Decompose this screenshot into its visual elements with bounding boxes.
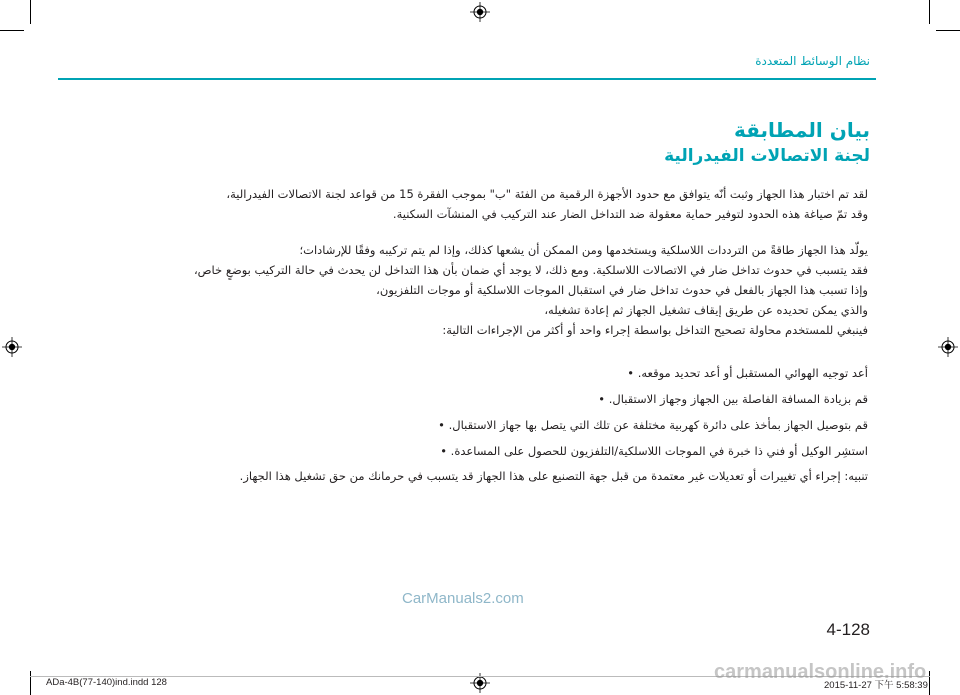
paragraph-line: وإذا تسبب هذا الجهاز بالفعل في حدوث تداخل ضار في استقبال الموجات اللاسلكية أو موجات التلفزيون، [376,283,868,297]
footer-timestamp: 2015-11-27 下午 5:58:39 [824,680,928,691]
registration-mark-icon [2,337,22,357]
crop-mark-bottom-right-v [929,671,930,695]
list-item [148,412,868,438]
header-rule [58,78,876,80]
paragraph-line: فينبغي للمستخدم محاولة تصحيح التداخل بواسطة إجراء واحد أو أكثر من الإجراءات التالية: [442,323,868,337]
list-item [148,438,868,464]
paragraph-line: لقد تم اختبار هذا الجهاز وثبت أنّه يتوافق مع حدود الأجهزة الرقمية من الفئة "ب" بموجب الفقرة 15 من قواعد لجنة الاتصالات الفيدرالية، [226,187,868,201]
list-item-text: أعد توجيه الهوائي المستقبل أو أعد تحديد موقعه. [637,366,868,380]
paragraph-interference [148,240,868,340]
list-item-text: قم بزيادة المسافة الفاصلة بين الجهاز وجهاز الاستقبال. [608,392,868,406]
registration-mark-icon [470,2,490,22]
caution-note: تنبيه: إجراء أي تغييرات أو تعديلات غير معتمدة من قبل جهة التصنيع على هذا الجهاز قد يتسبب في حرمانك من حق تشغيل هذا الجهاز. [239,469,868,483]
bullet-icon: • [598,392,609,406]
paragraph-line: فقد يتسبب في حدوث تداخل ضار في الاتصالات اللاسلكية. ومع ذلك، لا يوجد أي ضمان بأن هذا التداخل لن يحدث في حالة التركيب بوضعٍ خاص، [193,263,868,277]
paragraph-line: يولّد هذا الجهاز طاقةً من الترددات اللاسلكية ويستخدمها ومن الممكن أن يشعها كذلك، وإذا لم يتم تركيبه وفقًا للإرشادات؛ [299,243,868,257]
watermark-text: CarManuals2.com [402,590,524,607]
section-subtitle: لجنة الاتصالات الفيدرالية [664,146,870,166]
page-number: 4-128 [826,620,870,639]
paragraph-compliance [148,184,868,224]
remedy-list [148,360,868,464]
watermark-bottom-text: carmanualsonline.info [714,661,927,683]
bullet-icon: • [440,444,451,458]
paragraph-line: وقد تمّ صياغة هذه الحدود لتوفير حماية معقولة ضد التداخل الضار عند التركيب في المنشآت السكنية. [392,207,868,221]
crop-mark-top-right-v [929,0,930,24]
page-title: بيان المطابقة [733,118,870,142]
paragraph-line: والذي يمكن تحديده عن طريق إيقاف تشغيل الجهاز ثم إعادة تشغيله، [544,303,868,317]
list-item [148,386,868,412]
footer-file-name: ADa-4B(77-140)ind.indd 128 [46,677,167,688]
crop-mark-bottom-left-v [30,671,31,695]
section-header-title: نظام الوسائط المتعددة [755,54,870,68]
list-item [148,360,868,386]
crop-mark-top-left-h [0,30,24,31]
registration-mark-icon [938,337,958,357]
bullet-icon: • [438,418,449,432]
bullet-icon: • [627,366,638,380]
list-item-text: استشِر الوكيل أو فني ذا خبرة في الموجات اللاسلكية/التلفزيون للحصول على المساعدة. [450,444,868,458]
list-item-text: قم بتوصيل الجهاز بمأخذ على دائرة كهربية مختلفة عن تلك التي يتصل بها جهاز الاستقبال. [448,418,868,432]
crop-mark-top-right-h [936,30,960,31]
crop-mark-top-left-v [30,0,31,24]
